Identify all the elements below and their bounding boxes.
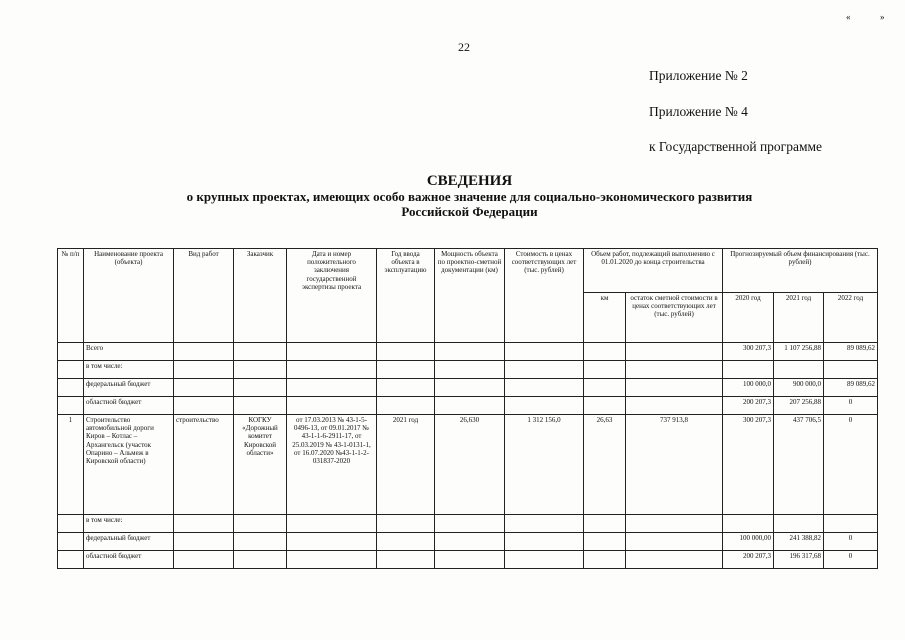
header-name: Наименование проекта (объекта) — [84, 249, 174, 343]
table-row-including — [58, 361, 878, 379]
cell-km: 26,63 — [584, 415, 626, 515]
table-row-federal — [58, 379, 878, 397]
cell-2021: 900 000,0 — [774, 379, 824, 397]
cell-2021: 1 107 256,88 — [774, 343, 824, 361]
page-number: 22 — [458, 40, 470, 54]
cell-2020: 100 000,0 — [723, 379, 774, 397]
cell-expertise: от 17.03.2013 № 43-1-5-0496-13, от 09.01.2017 № 43-1-1-6-2911-17, от 25.03.2019 № 43-1-0131-1, от 16.07.2020 №43-1-1-2-031837-2020 — [287, 415, 377, 515]
header-cost: Стоимость в ценах соответствующих лет (тыс. рублей) — [505, 249, 584, 343]
table-row-including — [58, 515, 878, 533]
header-work-type: Вид работ — [174, 249, 234, 343]
projects-table — [57, 248, 878, 569]
table-row-project — [58, 415, 878, 515]
cell-2020: 300 207,3 — [723, 415, 774, 515]
cell-2022: 0 — [824, 415, 878, 515]
row-label: Всего — [84, 343, 174, 361]
cell-2021: 437 706,5 — [774, 415, 824, 515]
table-row-federal — [58, 533, 878, 551]
header-customer: Заказчик — [234, 249, 287, 343]
header-2021: 2021 год — [774, 293, 824, 343]
header-done: Объем работ, подлежащий выполнению с 01.01.2020 до конца строительства — [584, 249, 723, 293]
row-label: областной бюджет — [84, 551, 174, 569]
corner-mark-left: « — [846, 12, 851, 22]
table-row-regional — [58, 397, 878, 415]
cell-name: Строительство автомобильной дороги Киров – Котлас – Архангельск (участок Опарино – Альмеж в Кировской области) — [84, 415, 174, 515]
header-capacity: Мощность объекта по проектно-сметной документации (км) — [435, 249, 505, 343]
cell-rest: 737 913,8 — [626, 415, 723, 515]
header-done-km: км — [584, 293, 626, 343]
title-line-2: о крупных проектах, имеющих особо важное значение для социально-экономического развития — [186, 189, 753, 204]
annex-line-3: к Государственной программе — [649, 139, 823, 154]
title-line-3: Российской Федерации — [401, 204, 538, 219]
header-row-1 — [58, 249, 878, 293]
row-label: федеральный бюджет — [84, 533, 174, 551]
cell-2020: 300 207,3 — [723, 343, 774, 361]
header-forecast: Прогнозируемый объем финансирования (тыс. рублей) — [723, 249, 878, 293]
cell-2022: 89 089,62 — [824, 379, 878, 397]
cell-num: 1 — [58, 415, 84, 515]
cell-year: 2021 год — [377, 415, 435, 515]
header-done-rest: остаток сметной стоимости в ценах соответствующих лет (тыс. рублей) — [626, 293, 723, 343]
cell-cost: 1 312 156,0 — [505, 415, 584, 515]
cell-2022: 0 — [824, 551, 878, 569]
cell-2020: 200 207,3 — [723, 551, 774, 569]
document-title — [0, 173, 905, 219]
cell-2022: 89 089,62 — [824, 343, 878, 361]
table-row-total — [58, 343, 878, 361]
header-expertise: Дата и номер положительного заключения государственной экспертизы проекта — [287, 249, 377, 343]
cell-2022: 0 — [824, 397, 878, 415]
annex-line-1: Приложение № 2 — [649, 68, 748, 83]
cell-2021: 241 388,82 — [774, 533, 824, 551]
row-label: в том числе: — [84, 361, 174, 379]
cell-2021: 207 256,88 — [774, 397, 824, 415]
cell-work-type: строительство — [174, 415, 234, 515]
row-label: областной бюджет — [84, 397, 174, 415]
table-row-regional — [58, 551, 878, 569]
header-num: № п/п — [58, 249, 84, 343]
header-year: Год ввода объекта в эксплуатацию — [377, 249, 435, 343]
title-line-1: СВЕДЕНИЯ — [426, 173, 513, 189]
annex-line-2: Приложение № 4 — [649, 104, 748, 119]
cell-customer: КОГКУ «Дорожный комитет Кировской области» — [234, 415, 287, 515]
cell-2021: 196 317,68 — [774, 551, 824, 569]
row-label: в том числе: — [84, 515, 174, 533]
cell-2022: 0 — [824, 533, 878, 551]
cell-2020: 100 000,00 — [723, 533, 774, 551]
corner-mark-right: » — [880, 12, 885, 22]
cell-capacity: 26,630 — [435, 415, 505, 515]
header-2020: 2020 год — [723, 293, 774, 343]
cell-2020: 200 207,3 — [723, 397, 774, 415]
row-label: федеральный бюджет — [84, 379, 174, 397]
header-2022: 2022 год — [824, 293, 878, 343]
